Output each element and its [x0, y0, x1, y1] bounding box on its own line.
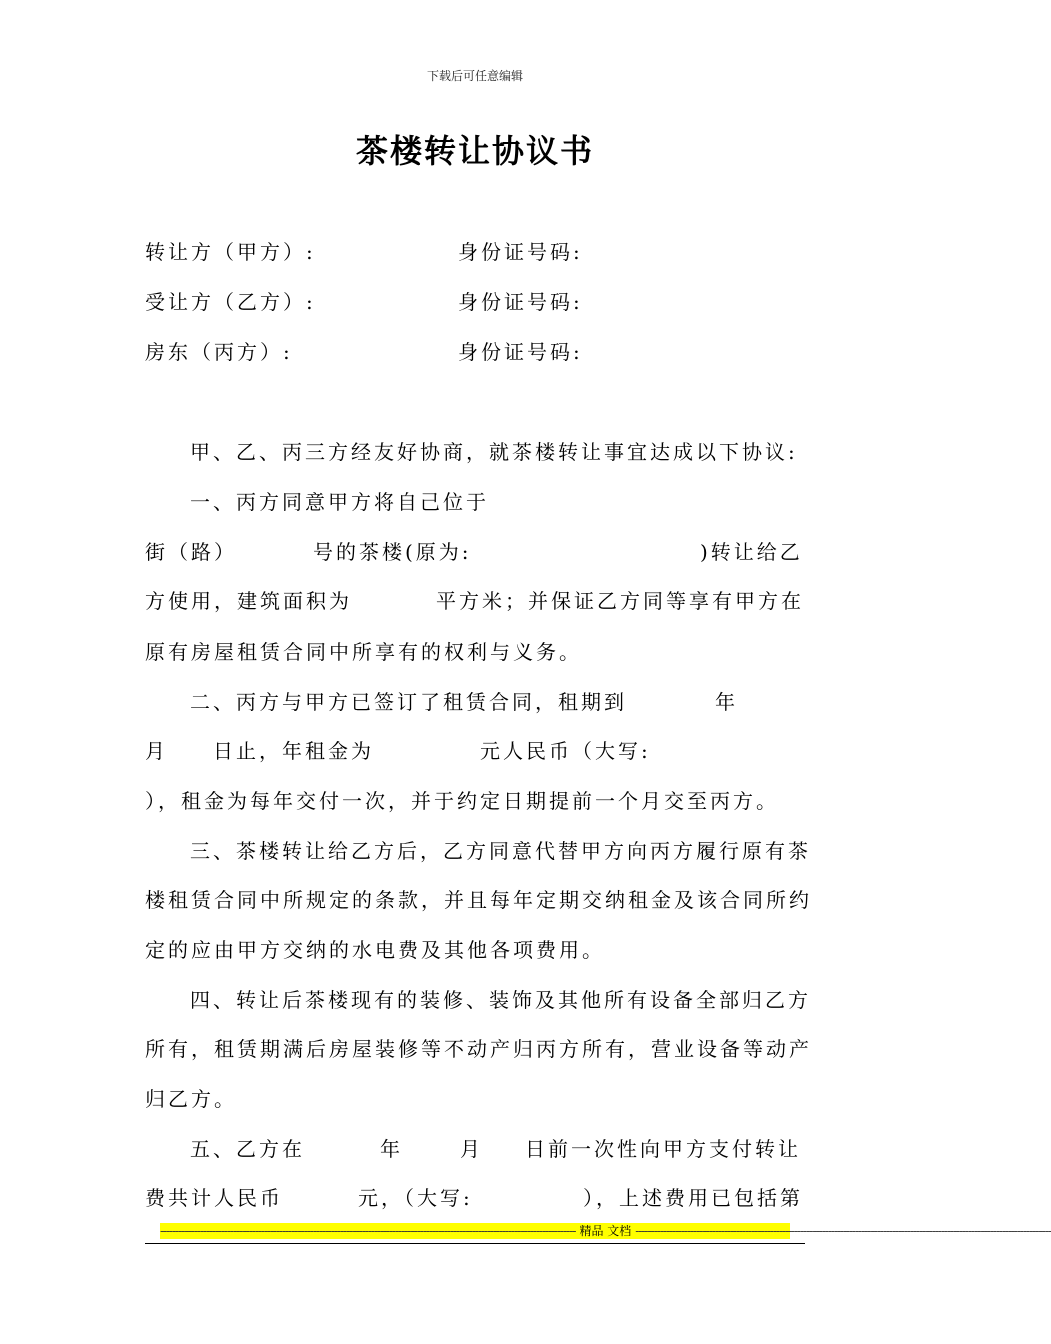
party-transferor-id-label: 身份证号码:	[458, 240, 583, 264]
clause1-transfer-text: )转让给乙	[700, 540, 803, 564]
header-note: 下载后可任意编辑	[426, 69, 523, 83]
clause5-fee-label: 费共计人民币	[145, 1186, 283, 1210]
footer-highlight-bar	[160, 1223, 1051, 1239]
clause2-rent-currency: 元人民币（大写:	[480, 739, 651, 763]
clause2-year-label: 年	[715, 690, 738, 714]
clause1-number-label: 号的茶楼(原为:	[313, 540, 472, 564]
footer-dash-left: ----------------------------------------------------------------------------------------------------------------------------------------	[160, 1224, 576, 1238]
clause2-rent-label: 日止，年租金为	[213, 739, 374, 763]
footer-rule	[145, 1243, 805, 1244]
footer-dash-right: ----------------------------------------------------------------------------------------------------------------------------------------	[635, 1224, 1051, 1238]
clause5-year-label: 年	[380, 1137, 403, 1161]
clause1-street-label: 街（路）	[145, 540, 237, 564]
clause1-line4: 原有房屋租赁合同中所享有的权利与义务。	[145, 640, 582, 664]
party-transferor-label: 转让方（甲方）:	[145, 240, 316, 264]
footer-label: 精品 文档	[579, 1224, 632, 1238]
clause5-payment-text: 日前一次性向甲方支付转让	[525, 1137, 801, 1161]
clause5-fee-note: ），上述费用已包括第	[583, 1186, 803, 1210]
party-landlord-label: 房东（丙方）:	[145, 340, 293, 364]
clause5-month-label: 月	[460, 1137, 483, 1161]
clause3-line1: 三、茶楼转让给乙方后，乙方同意代替甲方向丙方履行原有茶	[190, 839, 811, 863]
document-title: 茶楼转让协议书	[355, 132, 594, 170]
clause2-line3: ），租金为每年交付一次，并于约定日期提前一个月交至丙方。	[145, 789, 779, 813]
clause4-line2: 所有，租赁期满后房屋装修等不动产归丙方所有，营业设备等动产	[145, 1037, 812, 1061]
intro-paragraph: 甲、乙、丙三方经友好协商，就茶楼转让事宜达成以下协议:	[190, 440, 798, 464]
clause5-fee-currency: 元，（大写:	[358, 1186, 473, 1210]
clause1-area-label: 方使用，建筑面积为	[145, 589, 352, 613]
party-landlord-id-label: 身份证号码:	[458, 340, 583, 364]
party-transferee-id-label: 身份证号码:	[458, 290, 583, 314]
clause2-line1: 二、丙方与甲方已签订了租赁合同，租期到	[190, 690, 627, 714]
clause4-line1: 四、转让后茶楼现有的装修、装饰及其他所有设备全部归乙方	[190, 988, 811, 1012]
party-transferee-label: 受让方（乙方）:	[145, 290, 316, 314]
clause3-line2: 楼租赁合同中所规定的条款，并且每年定期交纳租金及该合同所约	[145, 888, 812, 912]
clause1-line1: 一、丙方同意甲方将自己位于	[190, 490, 489, 514]
clause1-area-text: 平方米；并保证乙方同等享有甲方在	[436, 589, 804, 613]
clause4-line3: 归乙方。	[145, 1087, 237, 1111]
clause2-month-label: 月	[145, 739, 168, 763]
clause3-line3: 定的应由甲方交纳的水电费及其他各项费用。	[145, 938, 605, 962]
clause5-intro: 五、乙方在	[190, 1137, 305, 1161]
